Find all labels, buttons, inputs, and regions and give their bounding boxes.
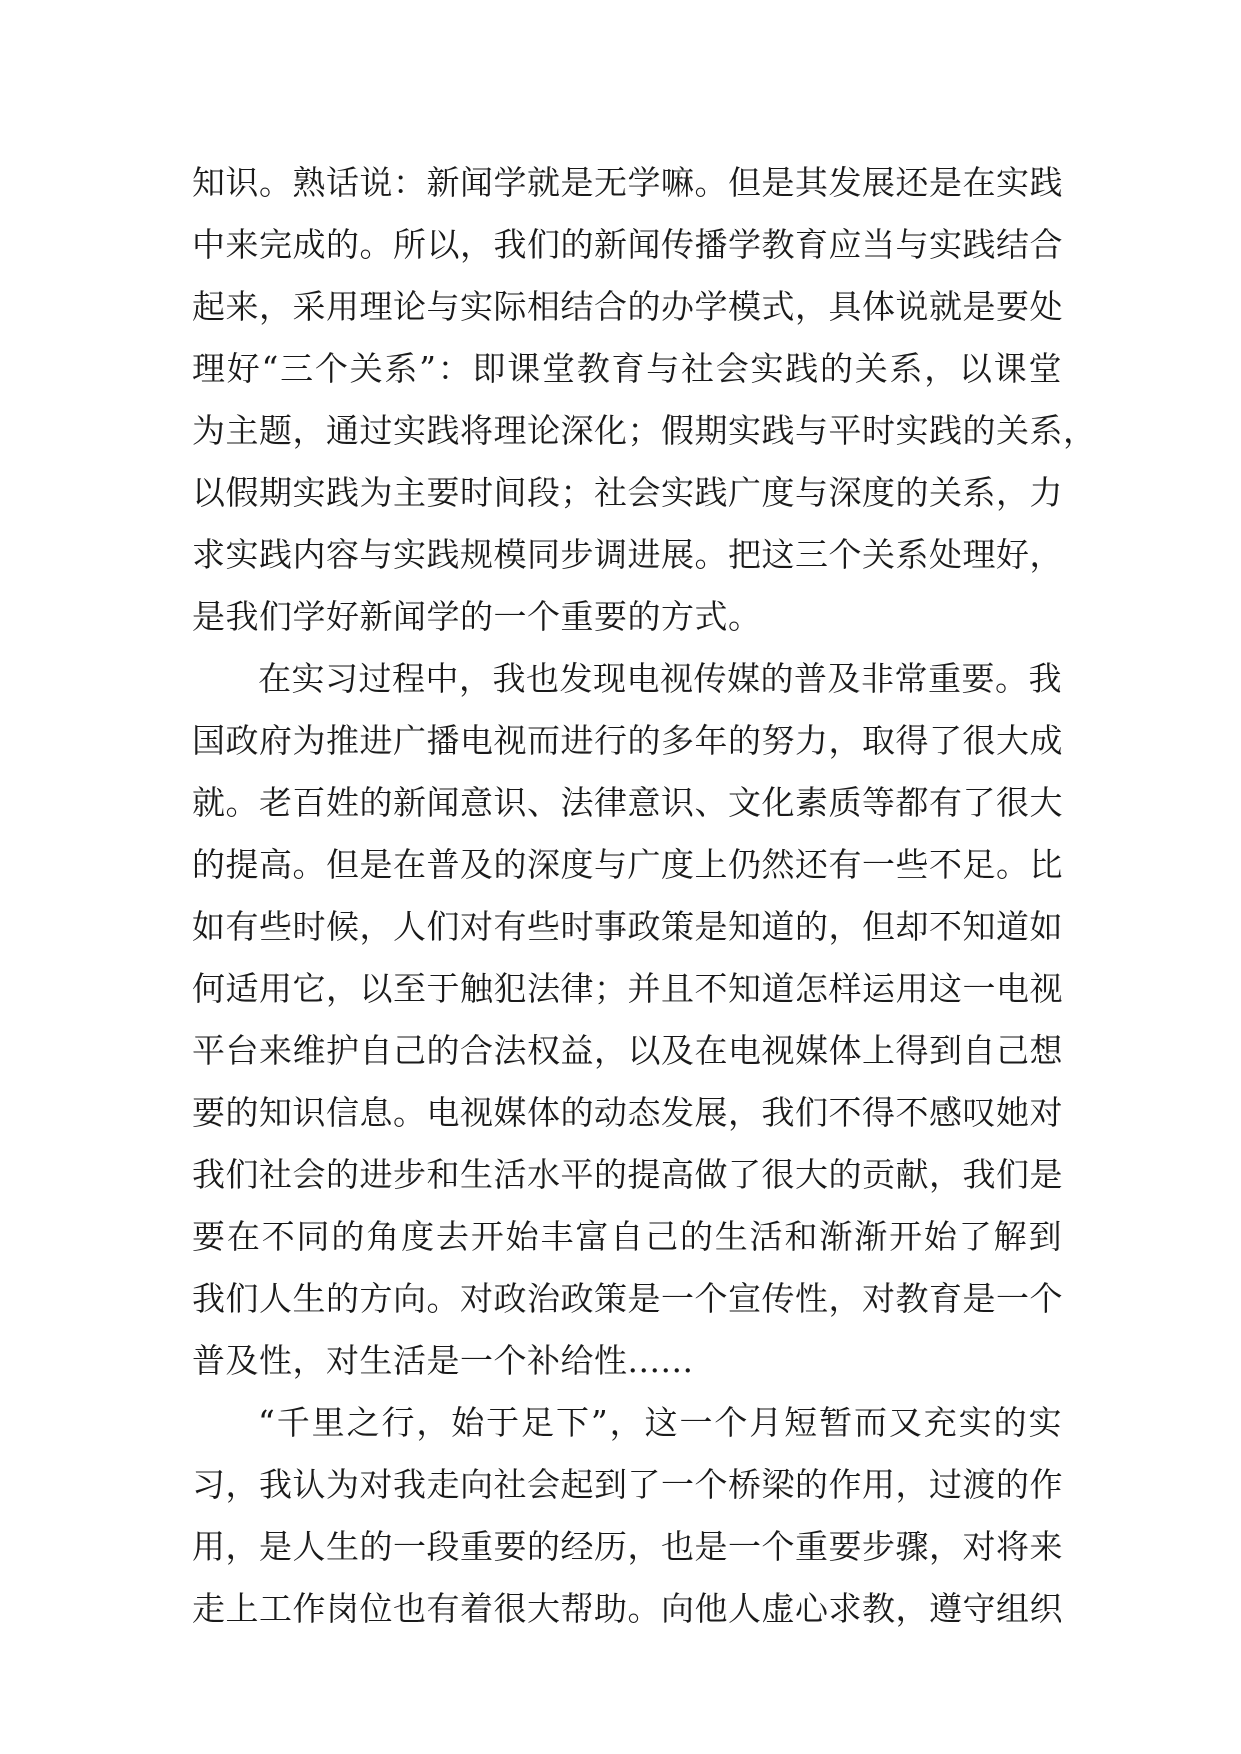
text-line: 要在不同的角度去开始丰富自己的生活和渐渐开始了解到 (192, 1217, 1062, 1256)
text-line: 用，是人生的一段重要的经历，也是一个重要步骤，对将来 (192, 1527, 1063, 1566)
text-line: 国政府为推进广播电视而进行的多年的努力，取得了很大成 (192, 721, 1063, 760)
text-line: 如有些时候，人们对有些时事政策是知道的，但却不知道如 (192, 907, 1063, 946)
text-line: 普及性，对生活是一个补给性...... (192, 1341, 694, 1380)
text-line: 为主题，通过实践将理论深化；假期实践与平时实践的关系， (192, 411, 1097, 450)
text-line: 的提高。但是在普及的深度与广度上仍然还有一些不足。比 (192, 845, 1063, 884)
text-line: 就。老百姓的新闻意识、法律意识、文化素质等都有了很大 (192, 783, 1063, 822)
text-line: 知识。熟话说：新闻学就是无学嘛。但是其发展还是在实践 (192, 163, 1063, 202)
text-line: 求实践内容与实践规模同步调进展。把这三个关系处理好， (192, 535, 1063, 574)
text-line: 何适用它，以至于触犯法律；并且不知道怎样运用这一电视 (192, 969, 1063, 1008)
text-line: 我们社会的进步和生活水平的提高做了很大的贡献，我们是 (192, 1155, 1063, 1194)
text-line: 在实习过程中，我也发现电视传媒的普及非常重要。我 (258, 659, 1062, 698)
text-line: 理好“三个关系”：即课堂教育与社会实践的关系，以课堂 (192, 349, 1062, 388)
text-line: 习，我认为对我走向社会起到了一个桥梁的作用，过渡的作 (192, 1465, 1063, 1504)
text-line: 中来完成的。所以，我们的新闻传播学教育应当与实践结合 (192, 225, 1063, 264)
text-line: 走上工作岗位也有着很大帮助。向他人虚心求教，遵守组织 (192, 1589, 1063, 1628)
body-text (192, 152, 1097, 1640)
text-line: 是我们学好新闻学的一个重要的方式。 (192, 597, 762, 636)
text-line: 以假期实践为主要时间段；社会实践广度与深度的关系，力 (192, 473, 1063, 512)
text-line: 起来，采用理论与实际相结合的办学模式，具体说就是要处 (192, 287, 1063, 326)
text-line: 我们人生的方向。对政治政策是一个宣传性，对教育是一个 (192, 1279, 1063, 1318)
text-line: “千里之行，始于足下”，这一个月短暂而又充实的实 (258, 1403, 1062, 1442)
text-line: 平台来维护自己的合法权益，以及在电视媒体上得到自己想 (192, 1031, 1063, 1070)
text-line: 要的知识信息。电视媒体的动态发展，我们不得不感叹她对 (192, 1093, 1063, 1132)
